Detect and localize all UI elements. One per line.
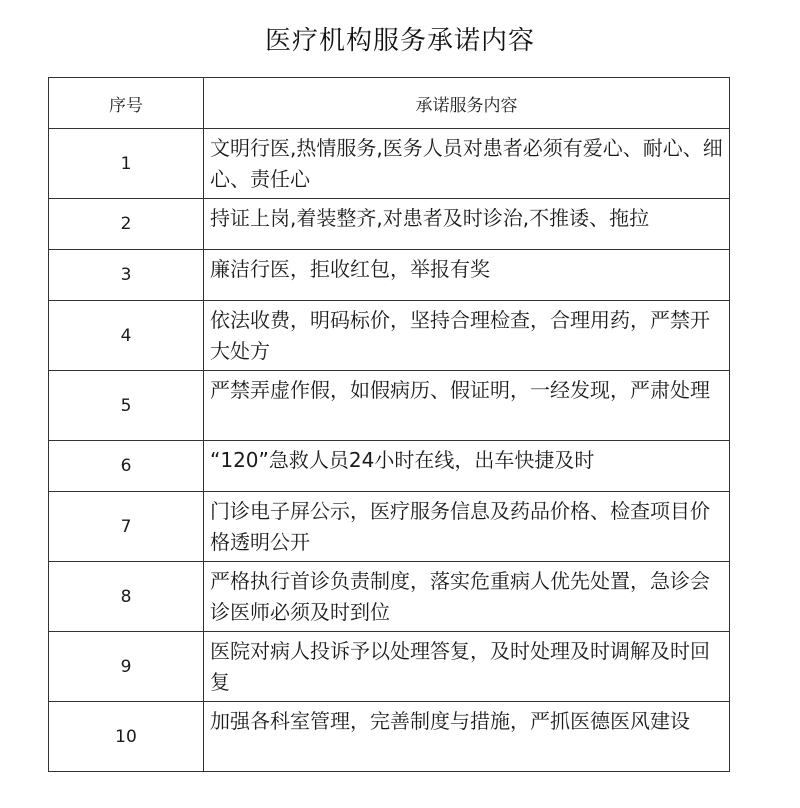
row-number: 1	[49, 129, 204, 199]
row-content: 持证上岗,着装整齐,对患者及时诊治,不推诿、拖拉	[204, 199, 730, 250]
row-number: 3	[49, 250, 204, 301]
table-row	[49, 632, 730, 702]
row-content: 严禁弄虚作假，如假病历、假证明，一经发现，严肃处理	[204, 371, 730, 441]
header-number: 序号	[49, 78, 204, 129]
table-row	[49, 301, 730, 371]
row-content: 依法收费，明码标价，坚持合理检查，合理用药，严禁开大处方	[204, 301, 730, 371]
row-content: “120”急救人员24小时在线，出车快捷及时	[204, 441, 730, 492]
row-content: 医院对病人投诉予以处理答复，及时处理及时调解及时回复	[204, 632, 730, 702]
commitments-table	[48, 77, 730, 772]
table-header-row	[49, 78, 730, 129]
row-number: 2	[49, 199, 204, 250]
row-content: 加强各科室管理，完善制度与措施，严抓医德医风建设	[204, 702, 730, 772]
table-row	[49, 250, 730, 301]
row-number: 5	[49, 371, 204, 441]
header-content: 承诺服务内容	[204, 78, 730, 129]
row-number: 4	[49, 301, 204, 371]
row-number: 10	[49, 702, 204, 772]
row-content: 严格执行首诊负责制度，落实危重病人优先处置，急诊会诊医师必须及时到位	[204, 562, 730, 632]
row-content: 门诊电子屏公示，医疗服务信息及药品价格、检查项目价格透明公开	[204, 492, 730, 562]
table-row	[49, 199, 730, 250]
table-row	[49, 492, 730, 562]
table-row	[49, 441, 730, 492]
table-row	[49, 562, 730, 632]
table-row	[49, 129, 730, 199]
row-number: 7	[49, 492, 204, 562]
page-title: 医疗机构服务承诺内容	[264, 26, 535, 56]
row-content: 廉洁行医，拒收红包，举报有奖	[204, 250, 730, 301]
row-content: 文明行医,热情服务,医务人员对患者必须有爱心、耐心、细心、责任心	[204, 129, 730, 199]
table-row	[49, 371, 730, 441]
table-row	[49, 702, 730, 772]
row-number: 6	[49, 441, 204, 492]
row-number: 9	[49, 632, 204, 702]
row-number: 8	[49, 562, 204, 632]
